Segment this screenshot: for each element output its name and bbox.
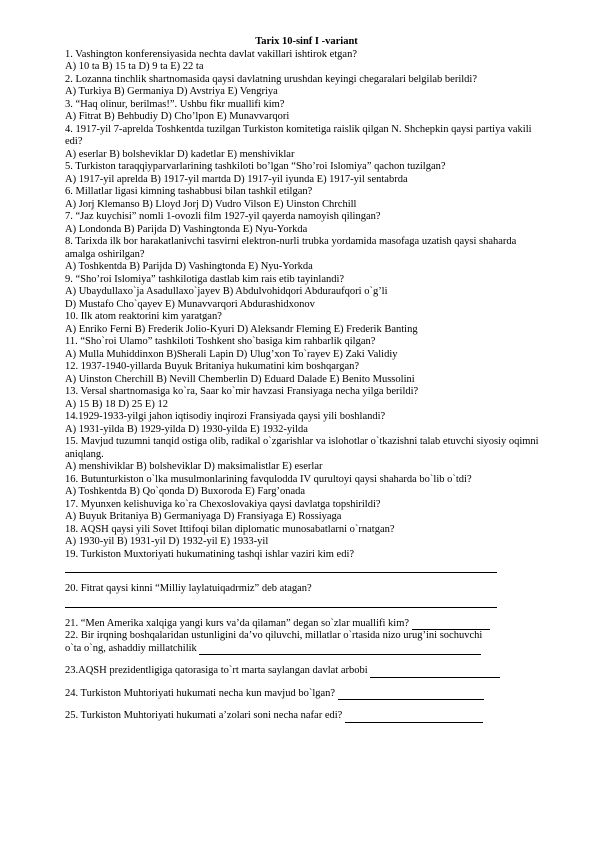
question-9-options: A) Ubaydullaxo`ja Asadullaxo`jayev B) Abdulvohidqori Abduraufqori o`g’li xyxy=(65,286,388,297)
question-14-options: A) 1931-yilda B) 1929-yilda D) 1930-yilda E) 1932-yilda xyxy=(65,423,308,435)
question-25-text: 25. Turkiston Muhtoriyati hukumati a’zolari soni necha nafar edi? xyxy=(65,710,343,721)
question-3-options: A) Fitrat B) Behbudiy D) Cho’lpon E) Munavvarqori xyxy=(65,111,290,122)
answer-line-20[interactable] xyxy=(65,596,497,608)
question-1-text: 1. Vashington konferensiyasida nechta davlat vakillari ishtirok etgan? xyxy=(65,48,357,60)
question-20-text: 20. Fitrat qaysi kinni “Milliy laylatuiqadrmiz” deb atagan? xyxy=(65,583,312,594)
question-18-options: A) 1930-yil B) 1931-yil D) 1932-yil E) 1933-yil xyxy=(65,536,269,547)
question-15-text: 15. Mavjud tuzumni tanqid ostiga olib, radikal o`zgarishlar va islohotlar o`tkazishni talab etuvchi siyosiy oqimni aniqlang. xyxy=(65,436,539,460)
question-6-options: A) Jorj Klemanso B) Lloyd Jorj D) Vudro Vilson E) Uinston Chrchill xyxy=(65,198,357,210)
question-15-options: A) menshiviklar B) bolsheviklar D) maksimalistlar E) eserlar xyxy=(65,461,323,472)
question-17-options: A) Buyuk Britaniya B) Germaniyaga D) Fransiyaga E) Rossiyaga xyxy=(65,511,342,522)
open-question-21 xyxy=(65,618,548,631)
question-4-text: 4. 1917-yil 7-aprelda Toshkentda tuzilgan Turkiston komitetiga raislik qilgan N. Shchepkin qaysi partiya vakili edi? xyxy=(65,123,532,147)
answer-line-22[interactable] xyxy=(199,644,481,655)
open-question-22 xyxy=(65,630,548,655)
question-19-text: 19. Turkiston Muxtoriyati hukumatining tashqi ishlar vaziri kim edi? xyxy=(65,548,355,560)
open-question-23 xyxy=(65,665,548,678)
question-22-text-b: o`ta o`ng, ashaddiy millatchilik xyxy=(65,642,197,654)
question-16-options: A) Toshkentda B) Qo`qonda D) Buxoroda E) Farg’onada xyxy=(65,486,306,497)
open-question-25 xyxy=(65,710,548,723)
question-7-text: 7. “Jaz kuychisi” nomli 1-ovozli film 1927-yil qayerda namoyish qilingan? xyxy=(65,211,381,222)
question-8-text: 8. Tarixda ilk bor harakatlanivchi tasvirni elektron-nurli trubka yordamida masofaga uzatish qaysi shaharda amalga oshirilgan? xyxy=(65,236,517,260)
question-12-options: A) Uinston Cherchill B) Nevill Chemberlin D) Eduard Dalade E) Benito Mussolini xyxy=(65,373,415,385)
question-2-options: A) Turkiya B) Germaniya D) Avstriya E) Vengriya xyxy=(65,86,278,97)
question-10-options: A) Enriko Ferni B) Frederik Jolio-Kyuri D) Aleksandr Fleming E) Frederik Banting xyxy=(65,323,418,335)
question-21-text: 21. “Men Amerika xalqiga yangi kurs va’da qilaman” degan so`zlar muallifi kim? xyxy=(65,617,410,629)
question-3-text: 3. “Haq olinur, berilmas!”. Ushbu fikr muallifi kim? xyxy=(65,98,285,110)
open-question-24 xyxy=(65,688,548,701)
question-7-options: A) Londonda B) Parijda D) Vashingtonda E) Nyu-Yorkda xyxy=(65,223,308,235)
question-23-text: 23.AQSH prezidentligiga qatorasiga to`rt marta saylangan davlat arbobi xyxy=(65,665,368,676)
question-11-options: A) Mulla Muhiddinxon B)Sherali Lapin D) Ulug’xon To`rayev E) Zaki Validiy xyxy=(65,348,398,360)
question-6-text: 6. Millatlar ligasi kimning tashabbusi bilan tashkil etilgan? xyxy=(65,186,313,197)
answer-line-25[interactable] xyxy=(345,712,483,723)
answer-line-23[interactable] xyxy=(370,667,500,678)
question-13-text: 13. Versal shartnomasiga ko`ra, Saar ko`mir havzasi Fransiyaga necha yilga berildi? xyxy=(65,386,419,397)
answer-line-21[interactable] xyxy=(412,619,490,630)
question-5-options: A) 1917-yil aprelda B) 1917-yil martda D) 1917-yil iyunda E) 1917-yil sentabrda xyxy=(65,173,408,185)
question-24-text: 24. Turkiston Muhtoriyati hukumati necha kun mavjud bo`lgan? xyxy=(65,687,336,699)
question-22-text-a: 22. Bir irqning boshqalaridan ustunligini da’vo qiluvchi, millatlar o`rtasida nizo urug’ini sochuvchi xyxy=(65,630,483,641)
question-1-options: A) 10 ta B) 15 ta D) 9 ta E) 22 ta xyxy=(65,61,204,72)
question-17-text: 17. Myunxen kelishuviga ko`ra Chexoslovakiya qaysi davlatga topshirildi? xyxy=(65,498,381,510)
multiple-choice-section xyxy=(65,49,548,549)
question-12-text: 12. 1937-1940-yillarda Buyuk Britaniya hukumatini kim boshqargan? xyxy=(65,361,360,372)
question-10-text: 10. Ilk atom reaktorini kim yaratgan? xyxy=(65,311,222,322)
question-14-text: 14.1929-1933-yilgi jahon iqtisodiy inqirozi Fransiyada qaysi yili boshlandi? xyxy=(65,411,386,422)
question-13-options: A) 15 B) 18 D) 25 E) 12 xyxy=(65,398,168,410)
question-9-text: 9. “Sho’roi Islomiya” tashkilotiga dastlab kim rais etib tayinlandi? xyxy=(65,273,345,285)
question-5-text: 5. Turkiston taraqqiyparvarlarining tashkiloti bo’lgan “Sho’roi Islomiya” qachon tuzilgan? xyxy=(65,161,446,172)
question-11-text: 11. “Sho`roi Ulamo” tashkiloti Toshkent sho`basiga kim rahbarlik qilgan? xyxy=(65,336,376,347)
question-2-text: 2. Lozanna tinchlik shartnomasida qaysi davlatning urushdan keyingi chegaralari belgilab berildi? xyxy=(65,73,477,85)
question-18-text: 18. AQSH qaysi yili Sovet Ittifoqi bilan diplomatic munosabatlarni o`rnatgan? xyxy=(65,523,395,535)
open-question-20 xyxy=(65,583,548,608)
question-8-options: A) Toshkentda B) Parijda D) Vashingtonda E) Nyu-Yorkda xyxy=(65,261,313,272)
answer-line-19[interactable] xyxy=(65,561,497,573)
question-16-text: 16. Butunturkiston o`lka musulmonlarining favqulodda IV qurultoyi qaysi shaharda bo`lib o`tdi? xyxy=(65,473,472,485)
page-title: Tarix 10-sinf I -variant xyxy=(255,36,358,47)
question-4-options: A) eserlar B) bolsheviklar D) kadetlar E) menshiviklar xyxy=(65,148,295,160)
open-question-19 xyxy=(65,549,548,574)
answer-line-24[interactable] xyxy=(338,689,484,700)
question-9-options-2: D) Mustafo Cho`qayev E) Munavvarqori Abdurashidxonov xyxy=(65,298,315,310)
